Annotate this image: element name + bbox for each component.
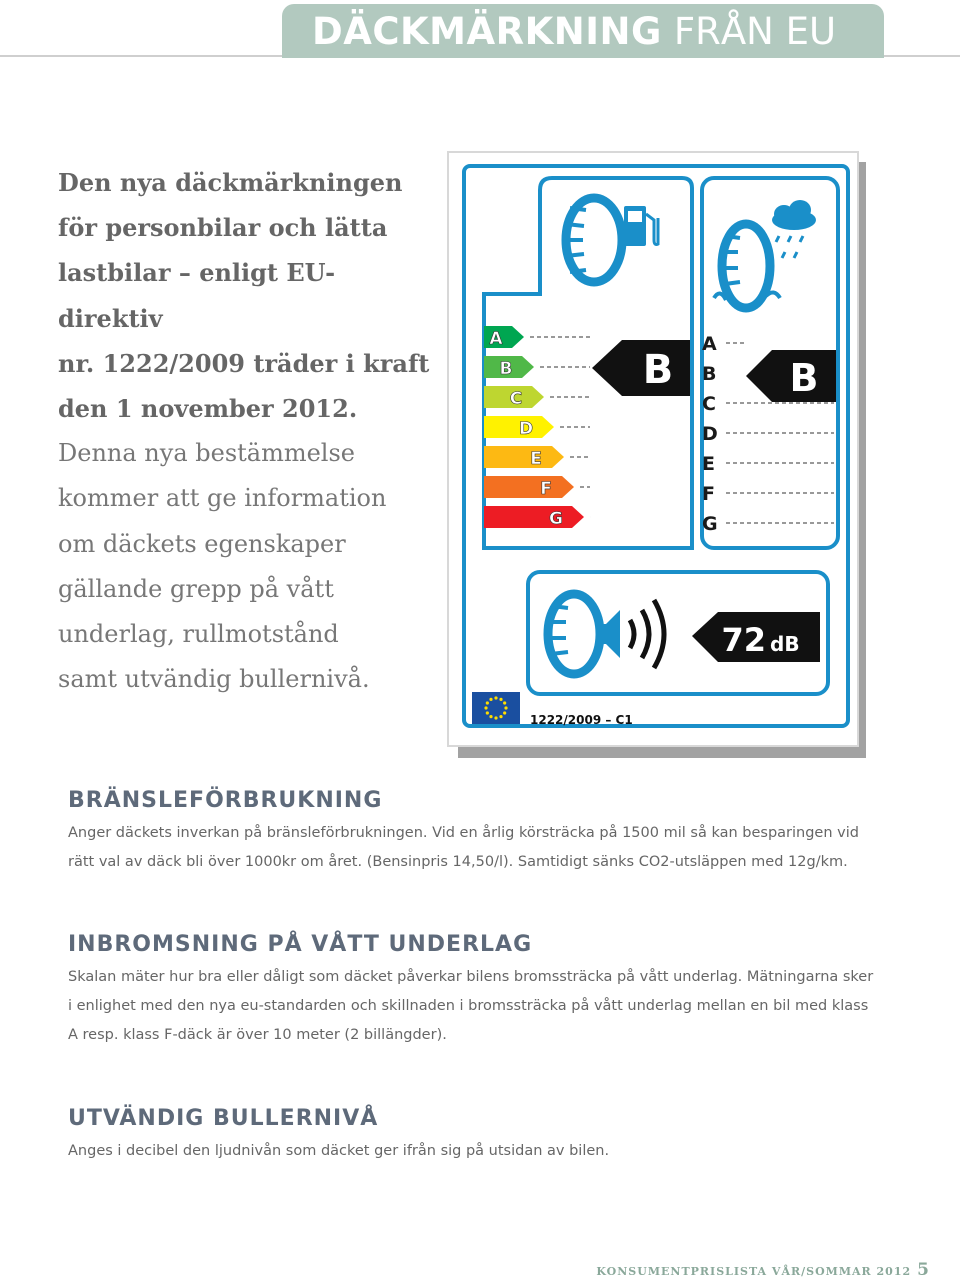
intro-line: Den nya däckmärkningen — [58, 168, 403, 197]
eu-star — [499, 698, 502, 701]
eu-tyre-label — [444, 148, 874, 762]
intro-line: kommer att ge information — [58, 484, 387, 513]
intro-line: gällande grepp på vått — [58, 574, 334, 603]
header-title-light: FRÅN EU — [673, 9, 837, 53]
section-line: Skalan mäter hur bra eller dåligt som däcket påverkar bilens bromssträcka på vått underlag. Mätningarna sker — [68, 969, 874, 985]
fuel-grade-letter: F — [540, 479, 552, 499]
section-fuel-consumption — [68, 788, 859, 877]
noise-unit: dB — [770, 632, 800, 656]
eu-star — [503, 711, 506, 714]
section-line: Anges i decibel den ljudnivån som däcket ger ifrån sig på utsidan av bilen. — [68, 1143, 610, 1159]
regulation-code: 1222/2009 – C1 — [530, 713, 633, 727]
section-heading: UTVÄNDIG BULLERNIVÅ — [68, 1106, 379, 1131]
fuel-grade-letter: D — [518, 419, 534, 439]
wet-rating: B — [789, 356, 819, 400]
fuel-grade-bar-g — [484, 506, 590, 529]
eu-star — [486, 711, 489, 714]
intro-line: för personbilar och lätta — [58, 213, 388, 243]
wet-grade-letter: D — [702, 423, 718, 445]
eu-flag-icon — [472, 692, 520, 724]
intro-line: nr. 1222/2009 träder i kraft — [58, 348, 430, 378]
wet-grade-letter: E — [702, 453, 715, 475]
section-line: Anger däckets inverkan på bränsleförbrukningen. Vid en årlig körsträcka på 1500 mil så kan besparingen vid — [68, 825, 859, 841]
wet-grade-letter: B — [702, 363, 717, 385]
eu-star — [499, 715, 502, 718]
section-heading: BRÄNSLEFÖRBRUKNING — [68, 788, 383, 813]
section-heading: INBROMSNING PÅ VÅTT UNDERLAG — [68, 932, 533, 957]
eu-star — [484, 706, 487, 709]
noise-value: 72 — [721, 621, 766, 659]
intro-line: samt utvändig bullernivå. — [58, 665, 370, 694]
eu-star — [503, 701, 506, 704]
intro-line: lastbilar – enligt EU-direktiv — [58, 258, 336, 333]
intro-line: om däckets egenskaper — [58, 529, 346, 558]
header-title-bold: DÄCKMÄRKNING — [312, 9, 662, 53]
section-external-noise — [68, 1106, 848, 1166]
eu-star — [489, 715, 492, 718]
fuel-grade-letter: B — [499, 359, 513, 379]
eu-star — [489, 698, 492, 701]
eu-star — [504, 706, 507, 709]
fuel-grade-letter: A — [489, 329, 503, 349]
noise-value-arrow — [692, 612, 820, 662]
eu-star — [486, 701, 489, 704]
wet-grade-row-b — [702, 363, 716, 385]
section-line: i enlighet med den nya eu-standarden och skillnaden i bromssträcka på vått underlag mellan en bil med klass — [68, 998, 869, 1014]
eu-star — [494, 716, 497, 719]
wet-grade-letter: F — [702, 483, 715, 505]
section-wet-braking — [68, 932, 874, 1050]
intro-text — [58, 160, 438, 702]
section-line: rätt val av däck bli över 1000kr om året. (Bensinpris 14,50/l). Samtidigt sänks CO2-utsläppen med 12g/km. — [68, 854, 848, 870]
eu-star — [494, 696, 497, 699]
fuel-grade-letter: C — [509, 389, 523, 409]
footer-text: KONSUMENTPRISLISTA VÅR/SOMMAR 2012 — [596, 1265, 912, 1278]
fuel-rating: B — [642, 347, 674, 393]
wet-grade-letter: G — [702, 513, 718, 535]
wet-grade-letter: C — [702, 393, 716, 415]
fuel-grade-letter: G — [549, 509, 563, 529]
intro-line: underlag, rullmotstånd — [58, 620, 339, 649]
wet-grade-letter: A — [702, 333, 717, 355]
page-header — [282, 4, 884, 58]
section-line: A resp. klass F-däck är över 10 meter (2 billängder). — [68, 1027, 447, 1043]
page-footer — [596, 1260, 930, 1279]
page-number: 5 — [917, 1260, 930, 1279]
intro-line: Denna nya bestämmelse — [58, 439, 355, 468]
intro-line: den 1 november 2012. — [58, 394, 358, 424]
fuel-grade-letter: E — [530, 449, 542, 469]
